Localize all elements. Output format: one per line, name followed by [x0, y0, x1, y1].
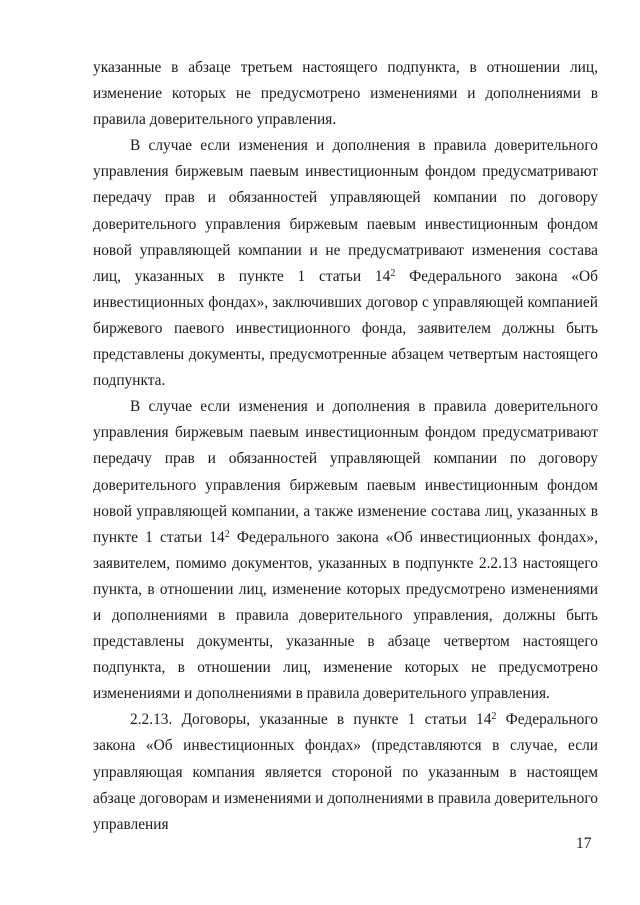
- paragraph-2-text-b: Федерального закона «Об инвестиционных фондах», заключивших договор с управляющей компанией биржевого паевого инвестиционного фонда, заявителем должны быть представлены документы, предусмотренные абзацем четвертым настоящего подпункта.: [93, 267, 598, 390]
- paragraph-2-text-a: В случае если изменения и дополнения в правила доверительного управления биржевым паевым инвестиционным фондом предусматривают передачу прав и обязанностей управляющей компании по договору доверительного управления биржевым паевым инвестиционным фондом новой управляющей компании и не предусматривают изменения состава лиц, указанных в пункте 1 статьи 14: [93, 137, 598, 285]
- superscript-2: 2: [491, 711, 497, 723]
- page-number: 17: [576, 835, 592, 852]
- paragraph-1: [93, 55, 598, 133]
- superscript-2: 2: [390, 267, 396, 279]
- paragraph-4: [93, 707, 598, 833]
- document-body: [93, 55, 598, 833]
- paragraph-4-text-a: 2.2.13. Договоры, указанные в пункте 1 статьи 14: [130, 711, 492, 729]
- paragraph-4-text-b: Федерального закона «Об инвестиционных фондах» (представляются в случае, если управляющая компания является стороной по указанным в настоящем абзаце договорам и изменениями и дополнениями в правила доверительного управления: [93, 711, 598, 833]
- paragraph-3: [93, 394, 598, 707]
- paragraph-2: [93, 133, 598, 394]
- superscript-2: 2: [224, 528, 230, 540]
- paragraph-3-text-a: В случае если изменения и дополнения в правила доверительного управления биржевым паевым инвестиционным фондом предусматривают передачу прав и обязанностей управляющей компании по договору доверительного управления биржевым паевым инвестиционным фондом новой управляющей компании, а также изменение состава лиц, указанных в пункте 1 статьи 14: [93, 398, 598, 546]
- paragraph-3-text-b: Федерального закона «Об инвестиционных фондах», заявителем, помимо документов, указанных в подпункте 2.2.13 настоящего пункта, в отношении лиц, изменение которых предусмотрено изменениями и дополнениями в правила доверительного управления, должны быть представлены документы, указанные в абзаце четвертом настоящего подпункта, в отношении лиц, изменение которых не предусмотрено изменениями и дополнениями в правила доверительного управления.: [93, 528, 598, 703]
- paragraph-1-text: указанные в абзаце третьем настоящего подпункта, в отношении лиц, изменение которых не предусмотрено изменениями и дополнениями в правила доверительного управления.: [93, 59, 598, 129]
